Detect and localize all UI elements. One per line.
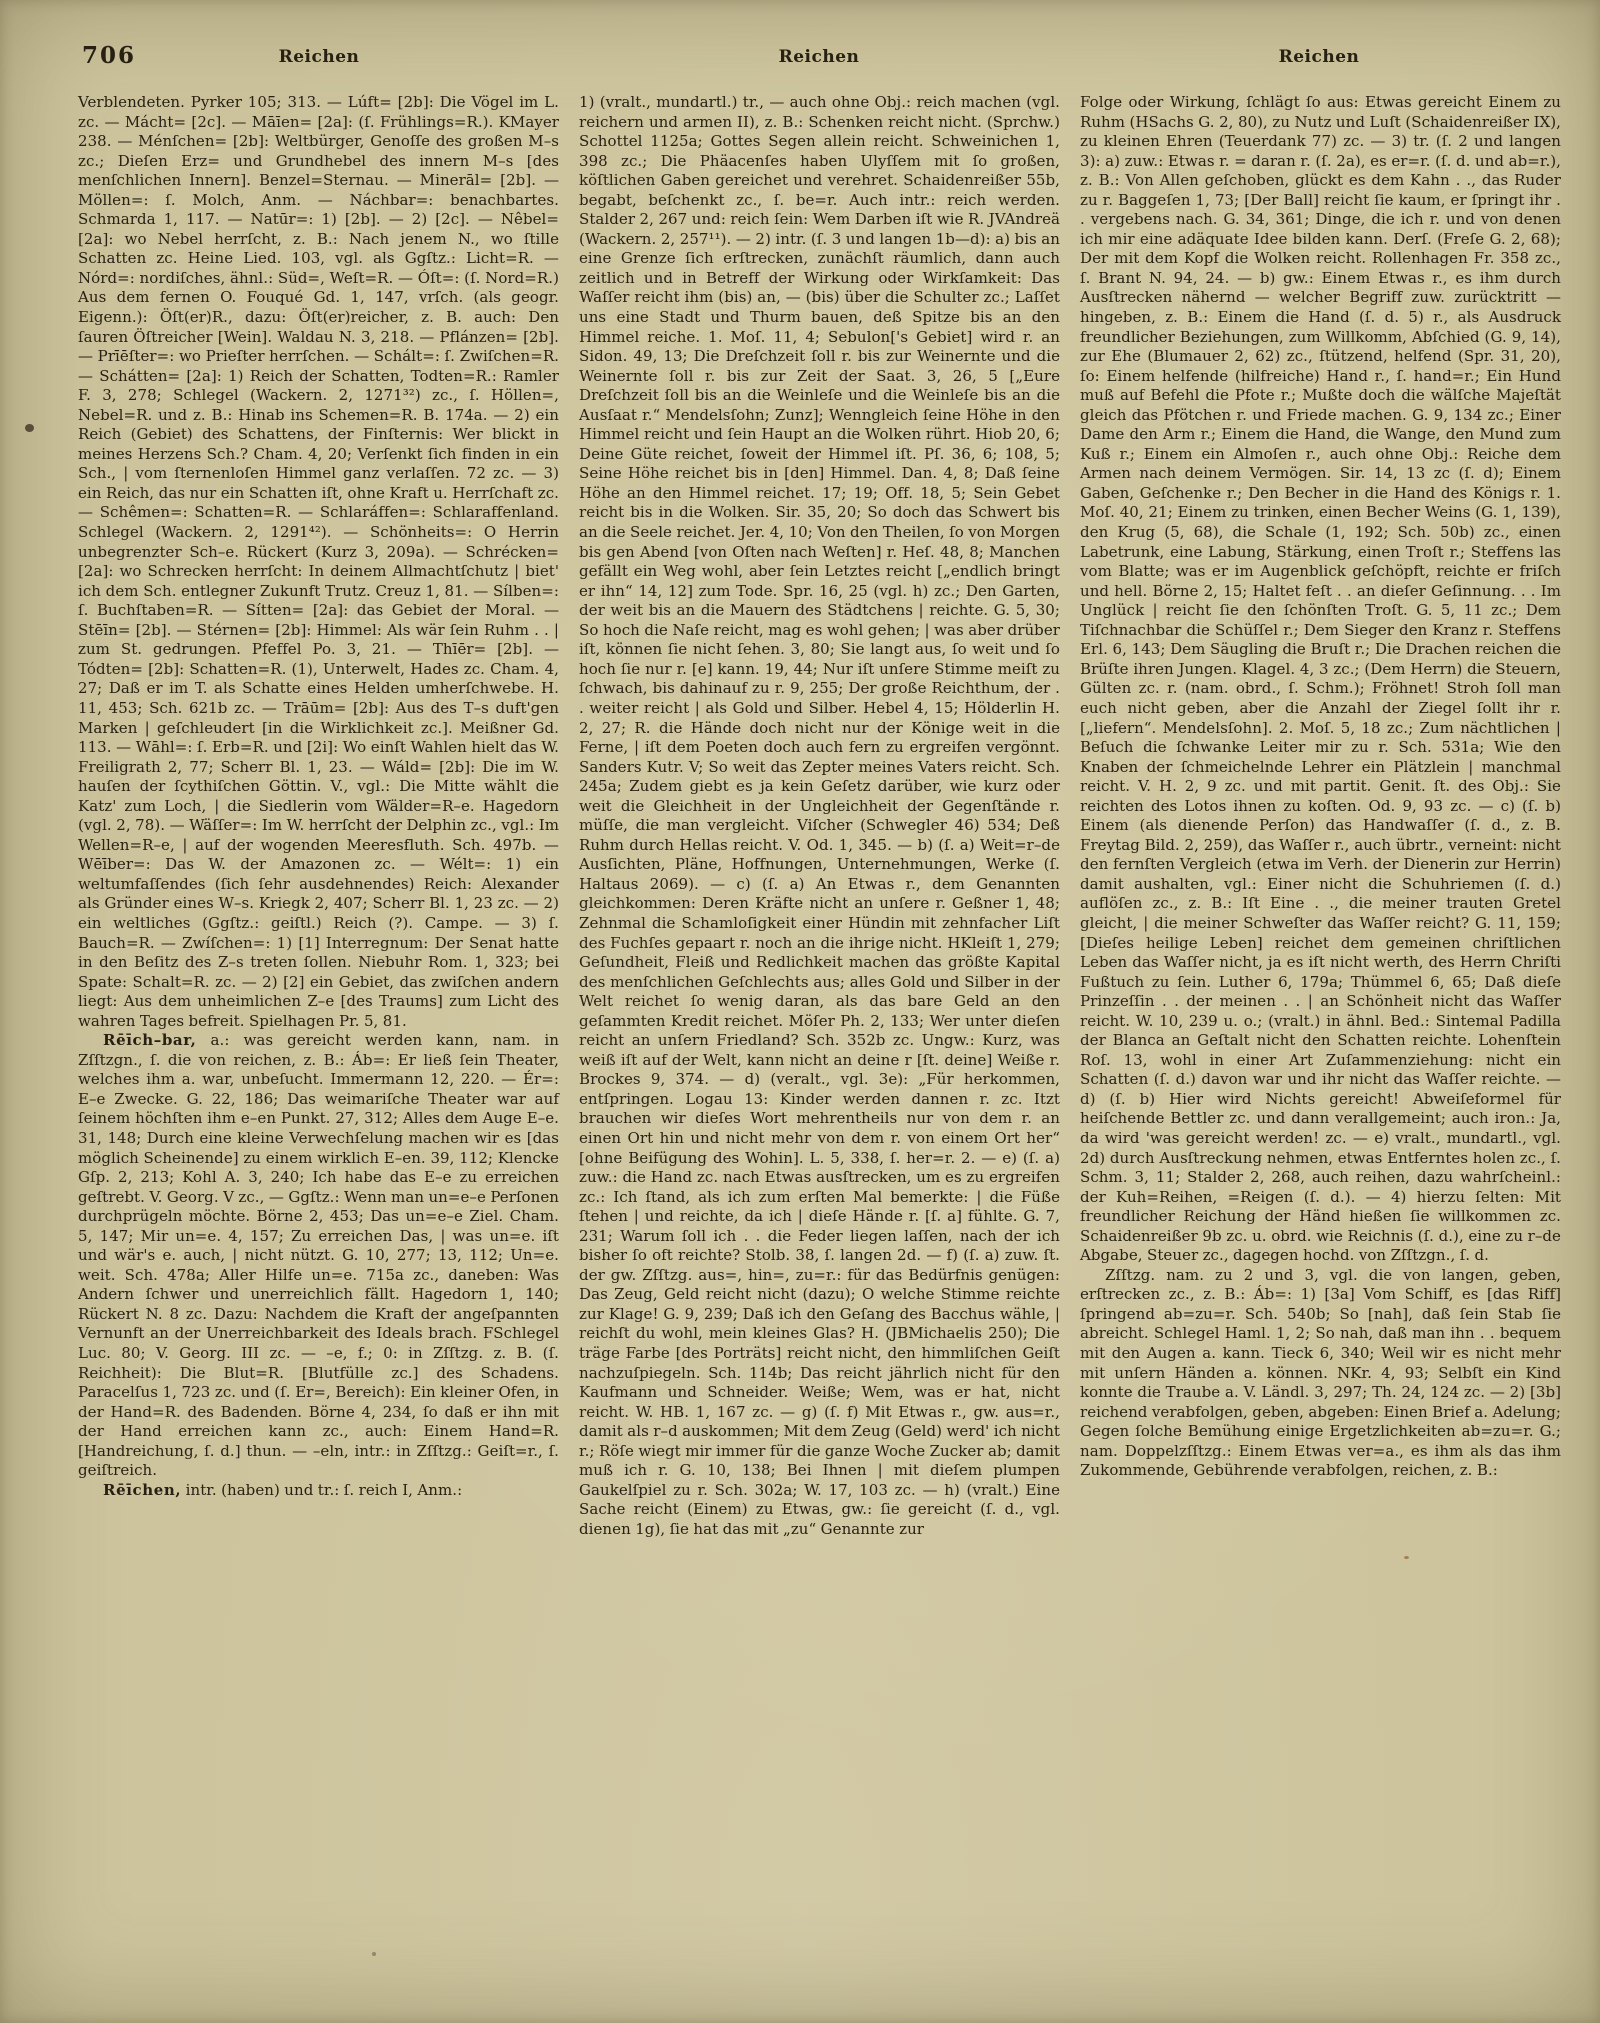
scan-speck	[372, 1952, 376, 1956]
column-2	[579, 93, 1060, 1539]
paragraph: Rēīch–bar, a.: was gereicht werden kann, nam. in Zſſtzgn., ſ. die von reichen, z. B.: Áb=: Er ließ ſein Theater, welches ihm a. war, unbeſucht. Immermann 12, 220. — Ér=: E–e Zwecke. G. 22, 186; Das weimariſche Theater war auf ſeinem höchſten ihm e–en Punkt. 27, 312; Alles dem Auge E–e. 31, 148; Durch eine kleine Verwechſelung machen wir es [das möglich Scheinende] zu einem wirklich E–en. 39, 112; Klencke Gſp. 2, 213; Kohl A. 3, 240; Ich habe das E–e zu erreichen geſtrebt. V. Georg. V zc., — Ggſtz.: Wenn man un=e–e Perſonen durchprügeln möchte. Börne 2, 453; Das un=e–e Ziel. Cham. 5, 147; Mir un=e. 4, 157; Zu erreichen Das, | was un=e. iſt und wär's e. auch, | nicht nützt. G. 10, 277; 13, 112; Un=e. weit. Sch. 478a; Aller Hilfe un=e. 715a zc., daneben: Was Andern ſchwer und unerreichlich fällt. Hagedorn 1, 140; Rückert N. 8 zc. Dazu: Nachdem die Kraft der angeſpannten Vernunft an der Unerreichbarkeit des Ideals brach. FSchlegel Luc. 80; V. Georg. III zc. — –e, f.; 0: in Zſſtzg. z. B. (ſ. Reichheit): Die Blut=R. [Blutfülle zc.] des Schadens. Paracelſus 1, 723 zc. und (ſ. Er=, Bereich): Ein kleiner Ofen, in der Hand=R. des Badenden. Börne 4, 234, ſo daß er ihn mit der Hand erreichen kann zc., auch: Einem Hand=R. [Handreichung, ſ. d.] thun. — –eln, intr.: in Zſſtzg.: Geiſt=r., ſ. geiſtreich.	[78, 1031, 559, 1480]
paragraph: 1) (vralt., mundartl.) tr., — auch ohne Obj.: reich machen (vgl. reichern und armen II), z. B.: Schenken reicht nicht. (Sprchw.) Schottel 1125a; Gottes Segen allein reicht. Schweinichen 1, 398 zc.; Die Phäacenſes haben Ulyſſem mit ſo großen, köſtlichen Gaben gereichet und verehret. Schaidenreißer 55b, begabt, beſchenkt zc., ſ. be=r. Auch intr.: reich werden. Stalder 2, 267 und: reich ſein: Wem Darben iſt wie R. JVAndreä (Wackern. 2, 257¹¹). — 2) intr. (ſ. 3 und langen 1b—d): a) bis an eine Grenze ſich erſtrecken, zunächſt räumlich, dann auch zeitlich und in Betreff der Wirkung oder Wirkſamkeit: Das Waſſer reicht ihm (bis) an, — (bis) über die Schulter zc.; Laſſet uns eine Stadt und Thurm bauen, deß Spitze bis an den Himmel reiche. 1. Moſ. 11, 4; Sebulon['s Gebiet] wird r. an Sidon. 49, 13; Die Dreſchzeit ſoll r. bis zur Weinernte und die Weinernte ſoll r. bis zur Zeit der Saat. 3, 26, 5 [„Eure Dreſchzeit ſoll bis an die Weinleſe und die Weinleſe bis an die Ausſaat r.“ Mendelsſohn; Zunz]; Wenngleich ſeine Höhe in den Himmel reicht und ſein Haupt an die Wolken rührt. Hiob 20, 6; Deine Güte reichet, ſoweit der Himmel iſt. Pſ. 36, 6; 108, 5; Seine Höhe reichet bis in [den] Himmel. Dan. 4, 8; Daß ſeine Höhe an den Himmel reichet. 17; 19; Off. 18, 5; Sein Gebet reicht bis in die Wolken. Sir. 35, 20; So doch das Schwert bis an die Seele reichet. Jer. 4, 10; Von den Theilen, ſo von Morgen bis gen Abend [von Oſten nach Weſten] r. Heſ. 48, 8; Manchen gefällt ein Weg wohl, aber ſein Letztes reicht [„endlich bringt er ihn“ 14, 12] zum Tode. Spr. 16, 25 (vgl. h) zc.; Den Garten, der weit bis an die Mauern des Städtchens | reichte. G. 5, 30; So hoch die Naſe reicht, mag es wohl gehen; | was aber drüber iſt, können ſie nicht ſehen. 3, 80; Sie langt aus, ſo weit und ſo hoch ſie nur r. [e] kann. 19, 44; Nur iſt unſere Stimme meiſt zu ſchwach, bis dahinauf zu r. 9, 255; Der große Reichthum, der . . weiter reicht | als Gold und Silber. Hebel 4, 15; Hölderlin H. 2, 27; R. die Hände doch nicht nur der Könige weit in die Ferne, | iſt dem Poeten doch auch fern zu ergreifen vergönnt. Sanders Kutr. V; So weit das Zepter meines Vaters reicht. Sch. 245a; Zudem giebt es ja kein Geſetz darüber, wie kurz oder weit die Gleichheit in der Ungleichheit der Gegenſtände r. müſſe, die man vergleicht. Viſcher (Schwegler 46) 534; Deß Ruhm durch Hellas reicht. V. Od. 1, 345. — b) (ſ. a) Weit=r–de Ausſichten, Pläne, Hoffnungen, Unternehmungen, Werke (ſ. Haltaus 2069). — c) (ſ. a) An Etwas r., dem Genannten gleichkommen: Deren Kräfte nicht an unſere r. Geßner 1, 48; Zehnmal die Schamloſigkeit einer Hündin mit zehnfacher Liſt des Fuchſes gepaart r. noch an die ihrige nicht. HKleiſt 1, 279; Geſundheit, Fleiß und Redlichkeit machen das größte Kapital des menſchlichen Geſchlechts aus; alles Gold und Silber in der Welt reichet ſo wenig daran, als das bare Geld an den geſammten Kredit reichet. Möſer Ph. 2, 133; Wer unter dieſen reicht an unſern Friedland? Sch. 352b zc. Ungw.: Kurz, was weiß iſt auf der Welt, kann nicht an deine r [ſt. deine] Weiße r. Brockes 9, 374. — d) (veralt., vgl. 3e): „Für herkommen, entſpringen. Logau 13: Kinder werden dannen r. zc. Itzt brauchen wir dieſes Wort mehrentheils nur von dem r. an einen Ort hin und nicht mehr von dem r. von einem Ort her“ [ohne Beifügung des Wohin]. L. 5, 338, ſ. her=r. 2. — e) (ſ. a) zuw.: die Hand zc. nach Etwas ausſtrecken, um es zu ergreifen zc.: Ich ſtand, als ich zum erſten Mal bemerkte: | die Füße ſtehen | und reichte, da ich | dieſe Hände r. [ſ. a] fühlte. G. 7, 231; Warum ſoll ich . . die Feder liegen laſſen, nach der ich bisher ſo oft reichte? Stolb. 38, ſ. langen 2d. — f) (ſ. a) zuw. ſt. der gw. Zſſtzg. aus=, hin=, zu=r.: für das Bedürfnis genügen: Das Zeug, Geld reicht nicht (dazu); O welche Stimme reichte zur Klage! G. 9, 239; Daß ich den Geſang des Bacchus wähle, | reichſt du wohl, mein kleines Glas? H. (JBMichaelis 250); Die träge Farbe [des Porträts] reicht nicht, den himmliſchen Geiſt nachzuſpiegeln. Sch. 114b; Das reicht jährlich nicht für den Kaufmann und Schneider. Weiße; Wem, was er hat, nicht reicht. W. HB. 1, 167 zc. — g) (ſ. f) Mit Etwas r., gw. aus=r., damit als r–d auskommen; Mit dem Zeug (Geld) werd' ich nicht r.; Röſe wiegt mir immer für die ganze Woche Zucker ab; damit muß ich r. G. 10, 138; Bei Ihnen | mit dieſem plumpen Gaukelſpiel zu r. Sch. 302a; W. 17, 103 zc. — h) (vralt.) Eine Sache reicht (Einem) zu Etwas, gw.: ſie gereicht (ſ. d., vgl. dienen 1g), ſie hat das mit „zu“ Genannte zur	[579, 93, 1060, 1538]
paragraph: Zſſtzg. nam. zu 2 und 3, vgl. die von langen, geben, erſtrecken zc., z. B.: Áb=: 1) [3a] Vom Schiff, es [das Riff] ſpringend ab=zu=r. Sch. 540b; So [nah], daß ſein Stab ſie abreicht. Schlegel Haml. 1, 2; So nah, daß man ihn . . bequem mit den Augen a. kann. Tieck 6, 340; Weil wir es nicht mehr mit unſern Händen a. können. NKr. 4, 93; Selbſt ein Kind konnte die Traube a. V. Ländl. 3, 297; Th. 24, 124 zc. — 2) [3b] reichend verabfolgen, geben, abgeben: Einen Brief a. Adelung; Gegen ſolche Bemühung einige Ergetzlichkeiten ab=zu=r. G.; nam. Doppelzſſtzg.: Einem Etwas ver=a., es ihm als das ihm Zukommende, Gebührende verabfolgen, reichen, z. B.:	[1080, 1265, 1561, 1480]
text-columns	[78, 93, 1561, 1539]
page-number: 706	[82, 42, 137, 69]
paragraph: Verblendeten. Pyrker 105; 313. — Lúft= [2b]: Die Vögel im L. zc. — Mácht= [2c]. — Māīen= [2a]: (ſ. Frühlings=R.). KMayer 238. — Ménſchen= [2b]: Weltbürger, Genoſſe des großen M–s zc.; Dieſen Erz= und Grundhebel des innern M–s [des menſchlichen Innern]. Benzel=Sternau. — Minerāl= [2b]. — Möllen=: ſ. Molch, Anm. — Náchbar=: benachbartes. Schmarda 1, 117. — Natūr=: 1) [2b]. — 2) [2c]. — Nêbel= [2a]: wo Nebel herrſcht, z. B.: Nach jenem N., wo ſtille Schatten zc. Heine Lied. 103, vgl. als Ggſtz.: Licht=R. — Nórd=: nordiſches, ähnl.: Süd=, Weſt=R. — Óſt=: (ſ. Nord=R.) Aus dem fernen O. Fouqué Gd. 1, 147, vrſch. (als geogr. Eigenn.): Öſt(er)R., dazu: Öſt(er)reicher, z. B. auch: Den ſauren Öſtreicher [Wein]. Waldau N. 3, 218. — Pflánzen= [2b]. — Prīēſter=: wo Prieſter herrſchen. — Schált=: ſ. Zwiſchen=R. — Schátten= [2a]: 1) Reich der Schatten, Todten=R.: Ramler F. 3, 278; Schlegel (Wackern. 2, 1271³²) zc., ſ. Höllen=, Nebel=R. und z. B.: Hinab ins Schemen=R. B. 174a. — 2) ein Reich (Gebiet) des Schattens, der Finſternis: Wer blickt in meines Herzens Sch.? Cham. 4, 20; Verſenkt ſich finden in ein Sch., | vom ſternenloſen Himmel ganz verlaſſen. 72 zc. — 3) ein Reich, das nur ein Schatten iſt, ohne Kraft u. Herrſchaft zc. — Schêmen=: Schatten=R. — Schlaráffen=: Schlaraffenland. Schlegel (Wackern. 2, 1291⁴²). — Schönheits=: O Herrin unbegrenzter Sch–e. Rückert (Kurz 3, 209a). — Schrécken= [2a]: wo Schrecken herrſcht: In deinem Allmachtſchutz | biet' ich dem Sch. entlegner Zukunft Trutz. Creuz 1, 81. — Sílben=: ſ. Buchſtaben=R. — Sítten= [2a]: das Gebiet der Moral. — Stēīn= [2b]. — Stérnen= [2b]: Himmel: Als wär ſein Ruhm . . | zum St. gedrungen. Pfeffel Po. 3, 21. — Thīēr= [2b]. — Tódten= [2b]: Schatten=R. (1), Unterwelt, Hades zc. Cham. 4, 27; Daß er im T. als Schatte eines Helden umherſchwebe. H. 11, 453; Sch. 621b zc. — Trāūm= [2b]: Aus des T–s duft'gen Marken | geſchleudert [in die Wirklichkeit zc.]. Meißner Gd. 113. — Wāhl=: ſ. Erb=R. und [2i]: Wo einſt Wahlen hielt das W. Freiligrath 2, 77; Scherr Bl. 1, 23. — Wáld= [2b]: Die im W. hauſen der ſcythiſchen Göttin. V., vgl.: Die Mitte wählt die Katz' zum Loch, | die Siedlerin vom Wälder=R–e. Hagedorn (vgl. 2, 78). — Wäſſer=: Im W. herrſcht der Delphin zc., vgl.: Im Wellen=R–e, | auf der wogenden Meeresfluth. Sch. 497b. — Wēīber=: Das W. der Amazonen zc. — Wélt=: 1) ein weltumfaſſendes (ſich ſehr ausdehnendes) Reich: Alexander als Gründer eines W–s. Kriegk 2, 407; Scherr Bl. 1, 23 zc. — 2) ein weltliches (Ggſtz.: geiſtl.) Reich (?). Campe. — 3) ſ. Bauch=R. — Zwíſchen=: 1) [1] Interregnum: Der Senat hatte in den Beſitz des Z–s treten ſollen. Niebuhr Rom. 1, 323; bei Spate: Schalt=R. zc. — 2) [2] ein Gebiet, das zwiſchen andern liegt: Aus dem unheimlichen Z–e [des Traums] zum Licht des wahren Tages befreit. Spielhagen Pr. 5, 81.	[78, 93, 559, 1030]
entry-headword: Rēīchen,	[103, 1480, 182, 1499]
column-3	[1080, 93, 1561, 1539]
column-1	[78, 93, 559, 1539]
entry-headword: Rēīch–bar,	[103, 1031, 197, 1050]
scan-speck	[1404, 1556, 1409, 1559]
paragraph: Folge oder Wirkung, ſchlägt ſo aus: Etwas gereicht Einem zu Ruhm (HSachs G. 2, 80), zu Nutz und Luſt (Schaidenreißer IX), zu kleinen Ehren (Teuerdank 77) zc. — 3) tr. (ſ. 2 und langen 3): a) zuw.: Etwas r. = daran r. (ſ. 2a), es er=r. (ſ. d. und ab=r.), z. B.: Von Allen geſchoben, glückt es dem Kahn . ., das Ruder zu r. Baggeſen 1, 73; [Der Ball] reicht ſie kaum, er ſpringt ihr . . vergebens nach. G. 34, 361; Dinge, die ich r. und von denen ich mir eine adäquate Idee bilden kann. Derſ. (Freſe G. 2, 68); Der mit dem Kopf die Wolken reicht. Rollenhagen Fr. 358 zc., ſ. Brant N. 94, 24. — b) gw.: Einem Etwas r., es ihm durch Ausſtrecken nähernd — welcher Begriff zuw. zurücktritt — hingeben, z. B.: Einem die Hand (ſ. d. 5) r., als Ausdruck freundlicher Beziehungen, zum Willkomm, Abſchied (G. 9, 14), zur Ehe (Blumauer 2, 62) zc., ſtützend, helfend (Spr. 31, 20), ſo: Einem helfende (hilfreiche) Hand r., ſ. hand=r.; Ein Hund muß auf Befehl die Pfote r.; Mußte doch die wälſche Majeſtät gleich das Pfötchen r. und Friede machen. G. 9, 134 zc.; Einer Dame den Arm r.; Einem die Hand, die Wange, den Mund zum Kuß r.; Einem ein Almoſen r., auch ohne Obj.: Reiche dem Armen nach deinem Vermögen. Sir. 14, 13 zc (ſ. d); Einem Gaben, Geſchenke r.; Den Becher in die Hand des Königs r. 1. Moſ. 40, 21; Einem zu trinken, einen Becher Weins (G. 1, 139), den Krug (5, 68), die Schale (1, 192; Sch. 50b) zc., einen Labetrunk, eine Labung, Stärkung, einen Troſt r.; Steffens las vom Blatte; was er im Augenblick geſchöpft, reichte er friſch und hell. Börne 2, 15; Haltet feſt . . an dieſer Geſinnung. . . Im Unglück | reicht ſie den ſchönſten Troſt. G. 5, 11 zc.; Dem Tiſchnachbar die Schüſſel r.; Dem Sieger den Kranz r. Steffens Erl. 6, 143; Dem Säugling die Bruſt r.; Die Drachen reichen die Brüſte ihren Jungen. Klagel. 4, 3 zc.; (Dem Herrn) die Steuern, Gülten zc. r. (nam. obrd., ſ. Schm.); Fröhnet! Stroh ſoll man euch nicht geben, aber die Anzahl der Ziegel ſollt ihr r. [„liefern“. Mendelsſohn]. 2. Moſ. 5, 18 zc.; Zum nächtlichen | Beſuch die ſchwanke Leiter mir zu r. Sch. 531a; Wie den Knaben der ſchmeichelnde Lehrer ein Plätzlein | manchmal reicht. V. H. 2, 9 zc. und mit partit. Genit. ſt. des Obj.: Sie reichten des Lotos ihnen zu koſten. Od. 9, 93 zc. — c) (ſ. b) Einem (als dienende Perſon) das Handwaſſer (ſ. d., z. B. Freytag Bild. 2, 259), das Waſſer r., auch übrtr., verneint: nicht den fernſten Vergleich (etwa im Verh. der Dienerin zur Herrin) damit aushalten, vgl.: Einer nicht die Schuhriemen (ſ. d.) auflöſen zc., z. B.: Iſt Eine . ., die meiner trauten Gretel gleicht, | die meiner Schweſter das Waſſer reicht? G. 11, 159; [Dieſes heilige Leben] reichet dem gemeinen chriſtlichen Leben das Waſſer nicht, ja es iſt nicht werth, des Herrn Chriſti Fußtuch zu ſein. Luther 6, 179a; Thümmel 6, 65; Daß dieſe Prinzeſſin . . der meinen . . | an Schönheit nicht das Waſſer reicht. W. 10, 239 u. o.; (vralt.) in ähnl. Bed.: Sintemal Padilla der Blanca an Geſtalt nicht den Schatten reichte. Lohenſtein Roſ. 13, wohl in einer Art Zuſammenziehung: nicht ein Schatten (ſ. d.) davon war und ihr nicht das Waſſer reichte. — d) (ſ. b) Hier wird Nichts gereicht! Abweiſeformel für heiſchende Bettler zc. und dann verallgemeint; auch iron.: Ja, da wird 'was gereicht werden! zc. — e) vralt., mundartl., vgl. 2d) durch Ausſtreckung nehmen, etwas Entferntes holen zc., ſ. Schm. 3, 11; Stalder 2, 268, auch reihen, dazu wahrſcheinl.: der Kuh=Reihen, =Reigen (ſ. d.). — 4) hierzu ſelten: Mit freundlicher Reichung der Händ hießen ſie willkommen zc. Schaidenreißer 9b zc. u. obrd. wie Reichnis (ſ. d.), eine zu r–de Abgabe, Steuer zc., dagegen hochd. von Zſſtzgn., ſ. d.	[1080, 93, 1561, 1265]
paragraph: Rēīchen, intr. (haben) und tr.: ſ. reich I, Anm.:	[103, 1480, 463, 1499]
running-head-column-1: Reichen	[278, 47, 360, 67]
running-head-column-3: Reichen	[1278, 47, 1360, 67]
scan-speck	[25, 424, 34, 432]
running-head-column-2: Reichen	[778, 47, 860, 67]
